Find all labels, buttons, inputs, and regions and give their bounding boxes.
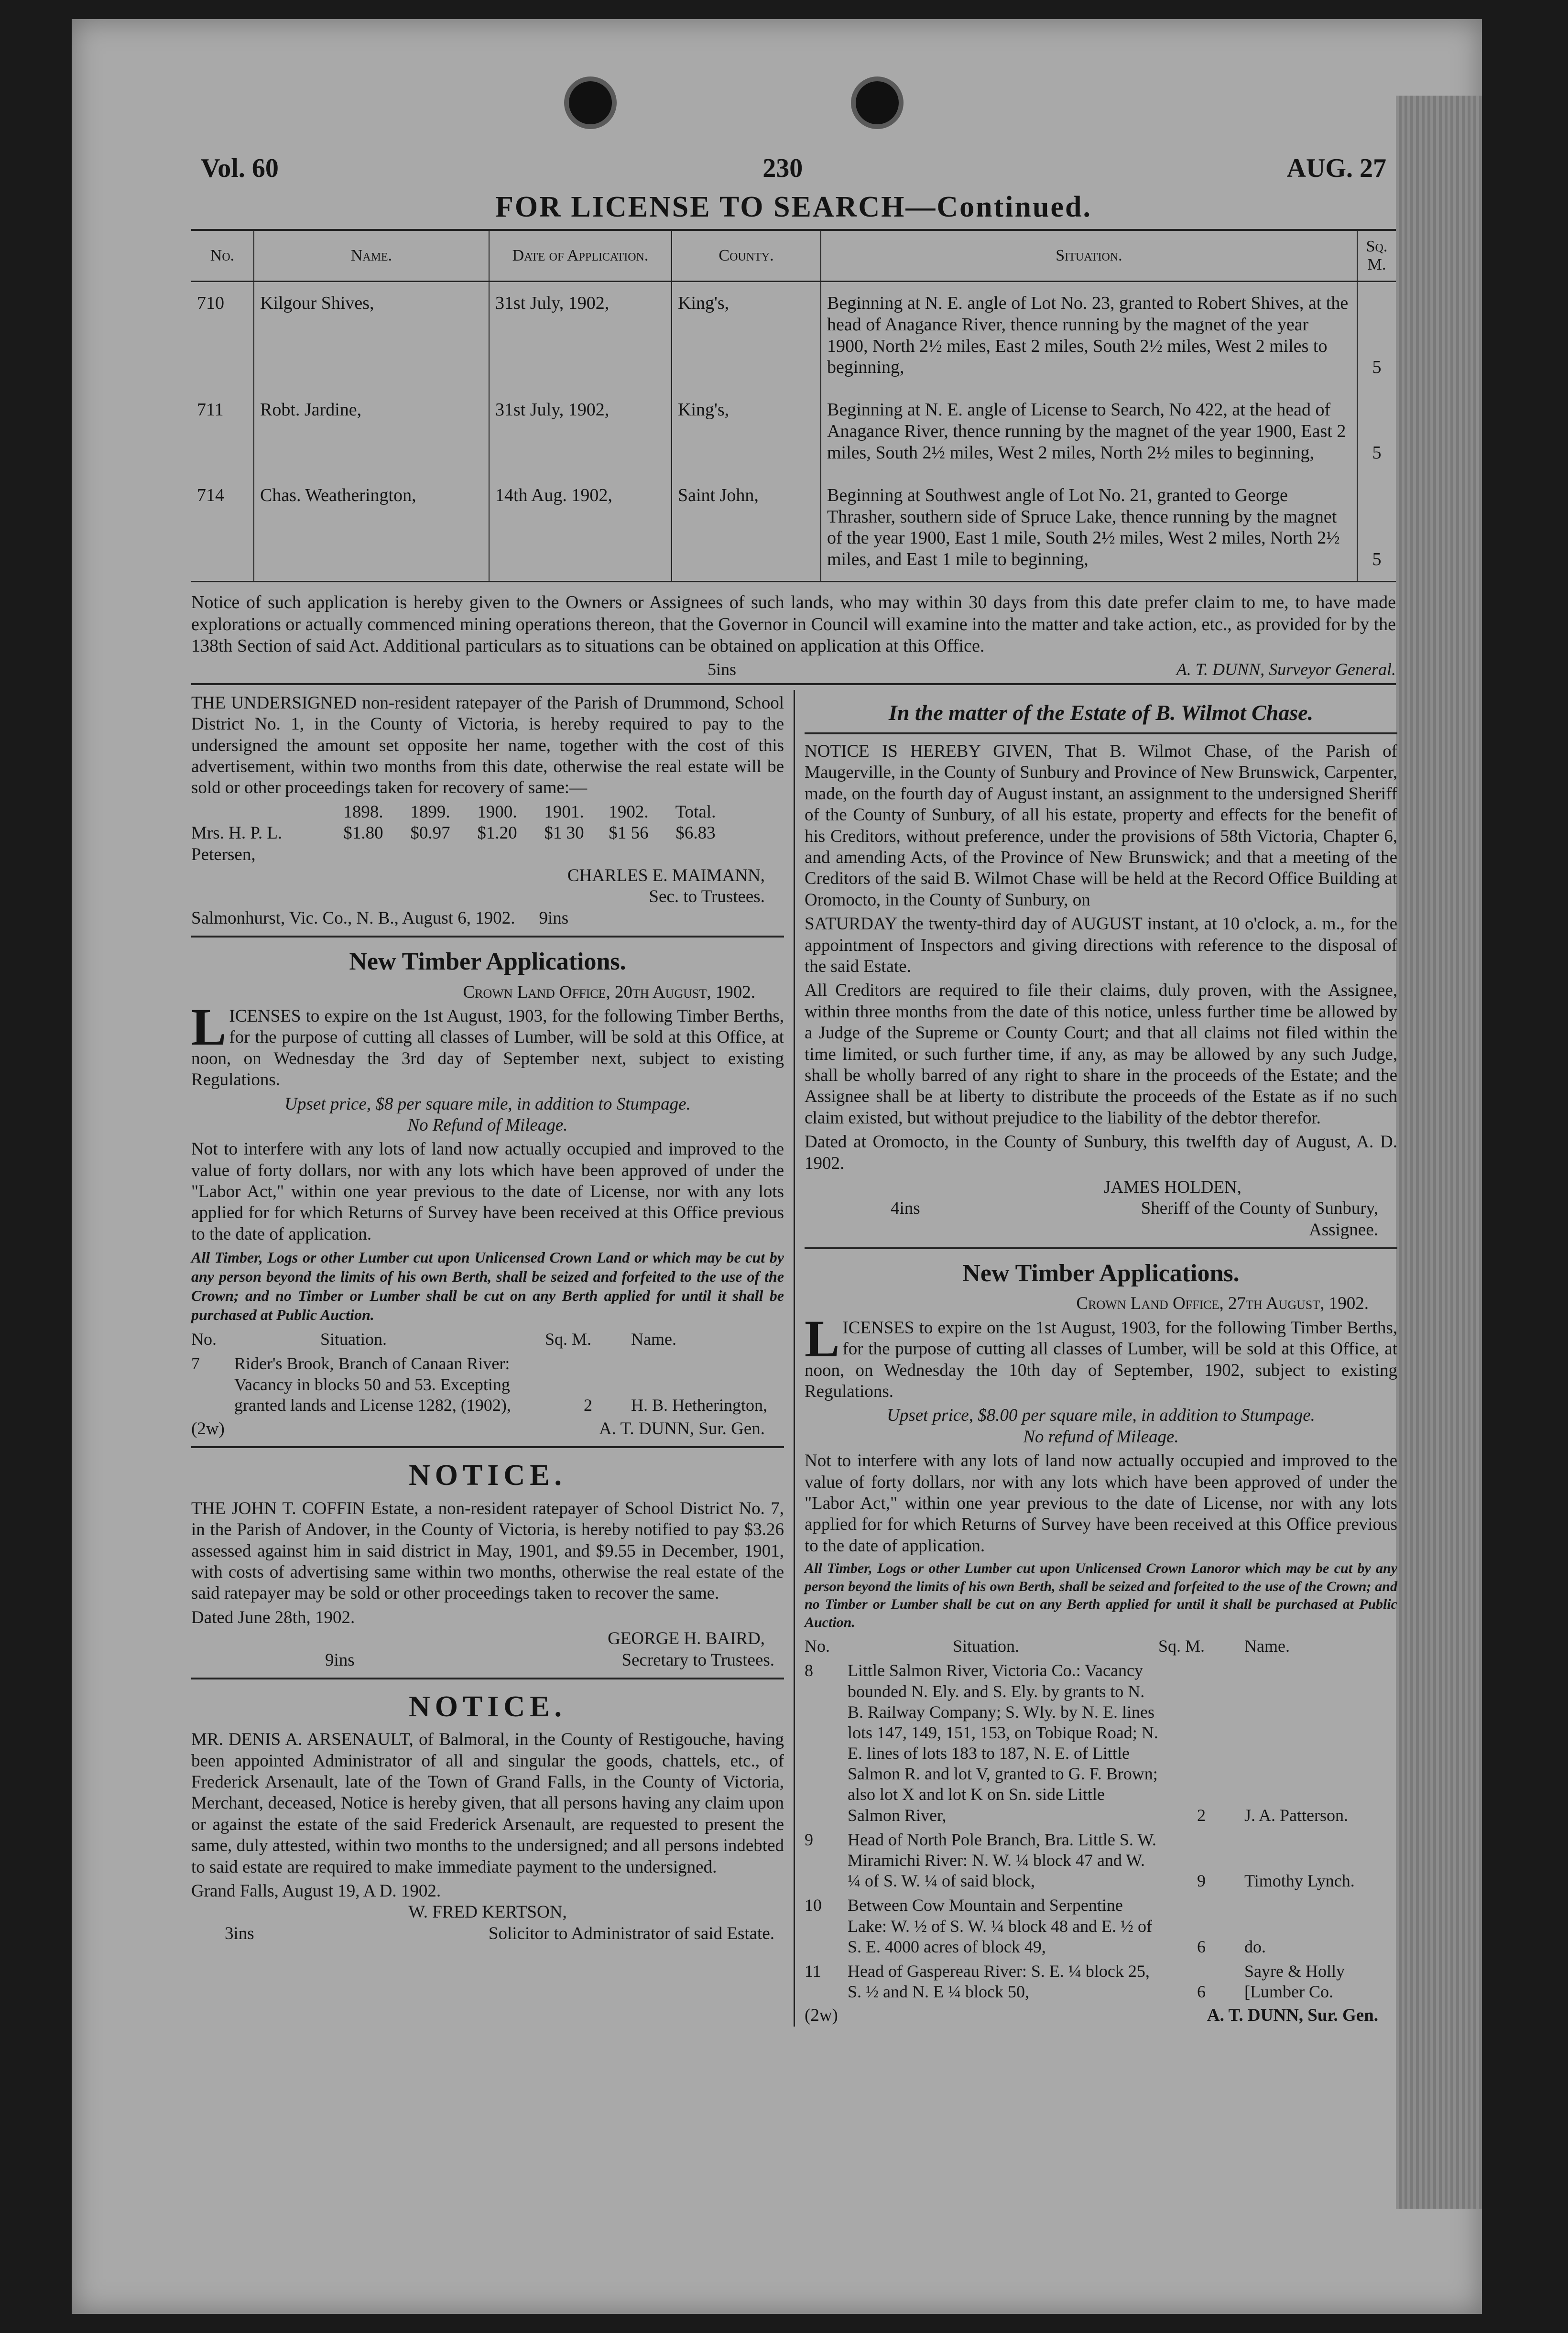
timber-left-refund: No Refund of Mileage. <box>407 1115 568 1135</box>
tax-payer: Mrs. H. P. L. Petersen, <box>191 823 283 864</box>
berth-situation: Head of North Pole Branch, Bra. Little S. W. Miramichi River: N. W. ¼ block 47 and W. ¼ of S. W. ¼ of said block, <box>848 1830 1156 1891</box>
berth-situation: Head of Gaspereau River: S. E. ¼ block 25, S. ½ and N. E ¼ block 50, <box>848 1961 1150 2002</box>
col-county: County. <box>672 231 821 282</box>
license-situation: Beginning at Southwest angle of Lot No. 21, granted to George Thrasher, southern side of Spruce Lake, thence running by the magnet of the year 1900, East 1 mile, South 2½ miles, West 2 miles, North 2½ miles, and East 1 mile to beginning, <box>821 474 1357 582</box>
license-section-title: FOR LICENSE TO SEARCH—Continued. <box>191 184 1396 231</box>
license-row <box>191 474 1396 582</box>
license-county: King's, <box>672 389 821 474</box>
tax-year: 1902. <box>609 802 649 822</box>
berth-sq-m: 9 <box>1197 1871 1206 1891</box>
coffin-dated: Dated June 28th, 1902. <box>191 1607 355 1627</box>
issue-date: AUG. 27 <box>1286 153 1386 183</box>
berth-col-situation: Situation. <box>320 1330 387 1349</box>
chase-signer: JAMES HOLDEN, <box>1104 1177 1241 1197</box>
tax-total: $6.83 <box>675 823 716 843</box>
insertion-count: 4ins <box>891 1199 920 1219</box>
col-date: Date of Application. <box>489 231 672 282</box>
berth-header <box>805 1636 1397 1657</box>
license-no: 711 <box>191 389 254 474</box>
berth-col-no: No. <box>805 1636 830 1656</box>
timber-right <box>805 1259 1397 2027</box>
berth-row <box>805 1895 1397 1957</box>
tag-label: (2w) <box>191 1419 225 1439</box>
right-column <box>795 690 1397 2027</box>
surveyor-signature: A. T. DUNN, Surveyor General. <box>1176 659 1396 679</box>
berth-no: 8 <box>805 1661 813 1680</box>
tax-year: 1901. <box>544 802 584 822</box>
berth-col-situation: Situation. <box>953 1636 1020 1656</box>
tax-year: 1899. <box>410 802 450 822</box>
timber-left-intro: LICENSES to expire on the 1st August, 1903, for the following Timber Berths, for the purpose of cutting all classes of Lumber, will be sold at this Office, at noon, on Wednesday the 3rd day of September next, subject to existing Regulations. <box>191 997 784 1090</box>
insertion-count: 9ins <box>325 1650 355 1670</box>
col-situation: Situation. <box>821 231 1357 282</box>
divider <box>191 1678 784 1679</box>
maimann-place-date: Salmonhurst, Vic. Co., N. B., August 6, 1902. <box>191 908 515 928</box>
timber-right-upset: Upset price, $8.00 per square mile, in addition to Stumpage. <box>887 1406 1315 1426</box>
license-signature-row <box>191 659 1396 685</box>
coffin-text: THE JOHN T. COFFIN Estate, a non-resident ratepayer of School District No. 7, in the Parish of Andover, in the County of Victoria, is hereby notified to pay $3.26 assessed against him in said district in May, 1901, and $9.55 in December, 1901, with costs of advertising same within two months, otherwise the real estate of the said ratepayer may be sold or other proceedings taken to recover the same. <box>191 1498 784 1603</box>
chase-para: SATURDAY the twenty-third day of AUGUST instant, at 10 o'clock, a. m., for the appointment of Inspectors and giving directions with reference to the disposal of the said Estate. <box>805 914 1397 976</box>
divider <box>191 1446 784 1448</box>
masthead <box>191 153 1396 184</box>
tax-total-label: Total. <box>675 802 716 822</box>
arsenault-text: MR. DENIS A. ARSENAULT, of Balmoral, in the County of Restigouche, having been appointed Administrator of all and singular the goods, chattels, etc., of Frederick Arsenault, late of the Town of Grand Falls, in the County of Victoria, Merchant, deceased, Notice is hereby given, that all persons having any claim upon or against the estate of the said Frederick Arsenault, are requested to present the same, duly attested, within two months to the undersigned; and all persons indebted to said estate are required to make immediate payment to the undersigned. <box>191 1730 784 1877</box>
arsenault-heading: NOTICE. <box>408 1690 567 1723</box>
license-situation: Beginning at N. E. angle of Lot No. 23, granted to Robert Shives, at the head of Anagance River, thence running by the magnet of the year 1900, North 2½ miles, East 2 miles, South 2½ miles, West 2 miles to beginning, <box>821 282 1357 389</box>
chase-footer <box>805 1198 1397 1219</box>
binding-hole <box>564 76 617 129</box>
berth-header <box>191 1329 784 1350</box>
timber-right-intro: LICENSES to expire on the 1st August, 1903, for the following Timber Berths, for the purpose of cutting all classes of Lumber, will be sold at this Office, at noon, on Wednesday the 10th day of September, 1902, subject to existing Regulations. <box>805 1309 1397 1402</box>
chase-title: In the matter of the Estate of B. Wilmot Chase. <box>888 700 1314 725</box>
berth-sq-m: 6 <box>1197 1982 1206 2002</box>
tax-amount: $1.20 <box>477 823 517 843</box>
berth-row <box>805 1830 1397 1892</box>
berth-row <box>191 1353 784 1416</box>
chase-para: All Creditors are required to file their claims, duly proven, with the Assignee, within three months from the date of this notice, unless further time be allowed by a Judge of the Supreme or County Court; and that all claims not filed within the time limited, or such further time, if any, as may be allowed by any such Judge, shall be wholly barred of any right to share in the proceeds of the Estate; and the Assignee shall be at liberty to distribute the proceeds of the Estate as if no such claim existed, but without prejudice to the liability of the debtor therefor. <box>805 981 1397 1128</box>
berth-name: do. <box>1244 1937 1266 1956</box>
berth-sq-m: 6 <box>1197 1937 1206 1956</box>
insertion-count: 9ins <box>539 908 569 928</box>
license-row <box>191 282 1396 389</box>
timber-left <box>191 947 784 1439</box>
insertion-count: 5ins <box>708 659 737 679</box>
arsenault-signer-title: Solicitor to Administrator of said Estate. <box>488 1923 774 1943</box>
tax-amount: $1.80 <box>343 823 383 843</box>
license-name: Robt. Jardine, <box>254 389 489 474</box>
maimann-text: THE UNDERSIGNED non-resident ratepayer of the Parish of Drummond, School District No. 1, in the County of Victoria, is hereby required to pay to the undersigned the amount set opposite her name, together with the cost of this advertisement, within two months from this date, otherwise the real estate will be sold or other proceedings taken for recovery of same:— <box>191 693 784 798</box>
berth-col-sq-m: Sq. M. <box>1158 1636 1205 1656</box>
timber-left-warning: All Timber, Logs or other Lumber cut upon Unlicensed Crown Land or which may be cut by any person beyond the limits of his own Berth, shall be seized and forfeited to the use of the Crown; and no Timber or Lumber shall be cut on any Berth applied for until it shall be purchased at Public Auction. <box>191 1249 784 1324</box>
chase-para: NOTICE IS HEREBY GIVEN, That B. Wilmot Chase, of the Parish of Maugerville, in the County of Sunbury and Province of New Brunswick, Carpenter, made, on the fourth day of August instant, an assignment to the undersigned Sheriff of the County of Sunbury, of all his estate, property and effects for the benefit of his Creditors, without preference, under the provisions of 58th Victoria, Chapter 6, and amending Acts, of the Province of New Brunswick; and that a meeting of the Creditors of the said B. Wilmot Chase will be held at the Record Office Building at Oromocto, in the County of Sunbury, on <box>805 741 1397 910</box>
arsenault-footer <box>191 1923 784 1944</box>
timber-left-office-date: Crown Land Office, 20th August, 1902. <box>463 982 755 1002</box>
license-date: 31st July, 1902, <box>489 282 672 389</box>
page-number: 230 <box>762 153 803 183</box>
license-no: 714 <box>191 474 254 582</box>
tax-years-header <box>191 802 784 823</box>
arsenault-notice <box>191 1689 784 1944</box>
col-no: No. <box>191 231 254 282</box>
berth-sq-m: 2 <box>584 1395 592 1415</box>
timber-right-terms: Not to interfere with any lots of land now actually occupied and improved to the value of forty dollars, nor with any lots which have been approved of under the "Labor Act," within one year previous to the date of License, nor with any lots applied for for which Returns of Survey have been received at this Office previous to the date of application. <box>805 1451 1397 1556</box>
berth-col-no: No. <box>191 1330 217 1349</box>
license-row <box>191 389 1396 474</box>
timber-right-footer <box>805 2005 1397 2026</box>
chase-signer-title: Sheriff of the County of Sunbury, <box>1141 1199 1378 1219</box>
license-table <box>191 231 1396 582</box>
arsenault-signer: W. FRED KERTSON, <box>408 1902 567 1922</box>
maimann-place-row <box>191 908 784 929</box>
berth-col-name: Name. <box>1244 1636 1290 1656</box>
col-sq-m: Sq. M. <box>1357 231 1396 282</box>
maimann-signer-title: Sec. to Trustees. <box>649 887 765 907</box>
tax-year: 1900. <box>477 802 517 822</box>
tax-row <box>191 823 784 865</box>
maimann-notice <box>191 693 784 929</box>
license-date: 31st July, 1902, <box>489 389 672 474</box>
berth-sq-m: 2 <box>1197 1805 1206 1825</box>
berth-row <box>805 1961 1397 2002</box>
license-sq-m: 5 <box>1372 442 1382 463</box>
timber-left-upset: Upset price, $8 per square mile, in addition to Stumpage. <box>284 1094 691 1114</box>
arsenault-dated: Grand Falls, August 19, A D. 1902. <box>191 1881 441 1901</box>
license-date: 14th Aug. 1902, <box>489 474 672 582</box>
license-situation: Beginning at N. E. angle of License to Search, No 422, at the head of Anagance River, thence running by the magnet of the year 1900, East 2 miles, South 2½ miles, West 2 miles, North 2½ miles to beginning, <box>821 389 1357 474</box>
tag-label: (2w) <box>805 2006 838 2026</box>
insertion-count: 3ins <box>225 1923 254 1943</box>
volume-label: Vol. 60 <box>201 153 279 183</box>
berth-name: H. B. Hetherington, <box>631 1395 767 1415</box>
timber-left-title: New Timber Applications. <box>349 948 626 976</box>
coffin-heading: NOTICE. <box>408 1459 567 1492</box>
berth-no: 7 <box>191 1354 200 1374</box>
berth-name: Timothy Lynch. <box>1244 1871 1355 1891</box>
gazette-page <box>72 19 1482 2314</box>
license-name: Kilgour Shives, <box>254 282 489 389</box>
berth-name: Sayre & Holly [Lumber Co. <box>1244 1961 1345 2002</box>
timber-left-terms: Not to interfere with any lots of land now actually occupied and improved to the value of forty dollars, nor with any lots which have been approved of under the "Labor Act," within one year previous to the date of License, nor with any lots applied for for which Returns of Survey have been received at this Office previous to the date of application. <box>191 1139 784 1244</box>
berth-no: 11 <box>805 1961 821 1981</box>
license-county: King's, <box>672 282 821 389</box>
binding-hole <box>851 76 904 129</box>
tax-amount: $0.97 <box>410 823 450 843</box>
timber-right-refund: No refund of Mileage. <box>1023 1427 1179 1447</box>
berth-row <box>805 1660 1397 1826</box>
timber-right-warning: All Timber, Logs or other Lumber cut upon Unlicensed Crown Lanoror which may be cut by any person beyond the limits of his own Berth, shall be seized and forfeited to the use of the Crown; and no Timber or Lumber shall be cut on any Berth applied for until it shall be purchased at Public Auction. <box>805 1560 1397 1630</box>
page-stack-edge <box>1396 96 1482 2209</box>
timber-right-title: New Timber Applications. <box>962 1260 1240 1287</box>
berth-col-sq-m: Sq. M. <box>545 1330 592 1349</box>
timber-left-footer <box>191 1418 784 1439</box>
license-notice: Notice of such application is hereby given to the Owners or Assignees of such lands, who may within 30 days from this date prefer claim to me, to have made explorations or actually commenced mining operations thereon, that the Governor in Council will examine into the matter and take action, etc., as provided for by the 138th Section of said Act. Additional particulars as to situations can be obtained on application at this Office. <box>191 592 1396 656</box>
berth-name: J. A. Patterson. <box>1244 1805 1349 1825</box>
divider <box>805 1247 1397 1249</box>
berth-no: 10 <box>805 1896 822 1915</box>
license-sq-m: 5 <box>1357 474 1396 582</box>
license-table-header <box>191 231 1396 282</box>
timber-right-office-date: Crown Land Office, 27th August, 1902. <box>1076 1294 1369 1314</box>
timber-right-signature: A. T. DUNN, Sur. Gen. <box>1207 2006 1378 2026</box>
col-name: Name. <box>254 231 489 282</box>
license-no: 710 <box>191 282 254 389</box>
coffin-footer <box>191 1650 784 1671</box>
berth-situation: Between Cow Mountain and Serpentine Lake: W. ½ of S. W. ¼ block 48 and E. ½ of S. E. 4000 acres of block 49, <box>848 1896 1152 1956</box>
tax-amount: $1 30 <box>544 823 584 843</box>
maimann-signer: CHARLES E. MAIMANN, <box>567 866 765 886</box>
two-column-body <box>191 690 1396 2027</box>
coffin-signer-title: Secretary to Trustees. <box>621 1650 774 1670</box>
left-column <box>191 690 795 2027</box>
chase-dated: Dated at Oromocto, in the County of Sunbury, this twelfth day of August, A. D. 1902. <box>805 1132 1397 1173</box>
license-sq-m: 5 <box>1372 357 1382 378</box>
berth-situation: Little Salmon River, Victoria Co.: Vacancy bounded N. Ely. and S. Ely. by grants to N. B. Railway Company; S. Wly. by N. E. lines lots 147, 149, 151, 153, on Tobique Road; N. E. lines of lots 183 to 187, N. E. of Little Salmon R. and lot V, granted to G. F. Brown; also lot X and lot K on Sn. side Little Salmon River, <box>848 1661 1158 1825</box>
tax-year: 1898. <box>343 802 383 822</box>
divider <box>805 732 1397 734</box>
coffin-notice <box>191 1458 784 1671</box>
page-content <box>191 153 1396 2027</box>
license-county: Saint John, <box>672 474 821 582</box>
license-name: Chas. Weatherington, <box>254 474 489 582</box>
coffin-signer: GEORGE H. BAIRD, <box>608 1629 765 1649</box>
berth-situation: Rider's Brook, Branch of Canaan River: Vacancy in blocks 50 and 53. Excepting granted lands and License 1282, (1902), <box>234 1354 511 1415</box>
chase-estate-notice <box>805 699 1397 1241</box>
divider <box>191 936 784 938</box>
timber-left-signature: A. T. DUNN, Sur. Gen. <box>599 1419 765 1439</box>
chase-signer-role: Assignee. <box>1309 1220 1378 1240</box>
tax-amount: $1 56 <box>609 823 649 843</box>
berth-col-name: Name. <box>631 1330 676 1349</box>
berth-no: 9 <box>805 1830 813 1849</box>
